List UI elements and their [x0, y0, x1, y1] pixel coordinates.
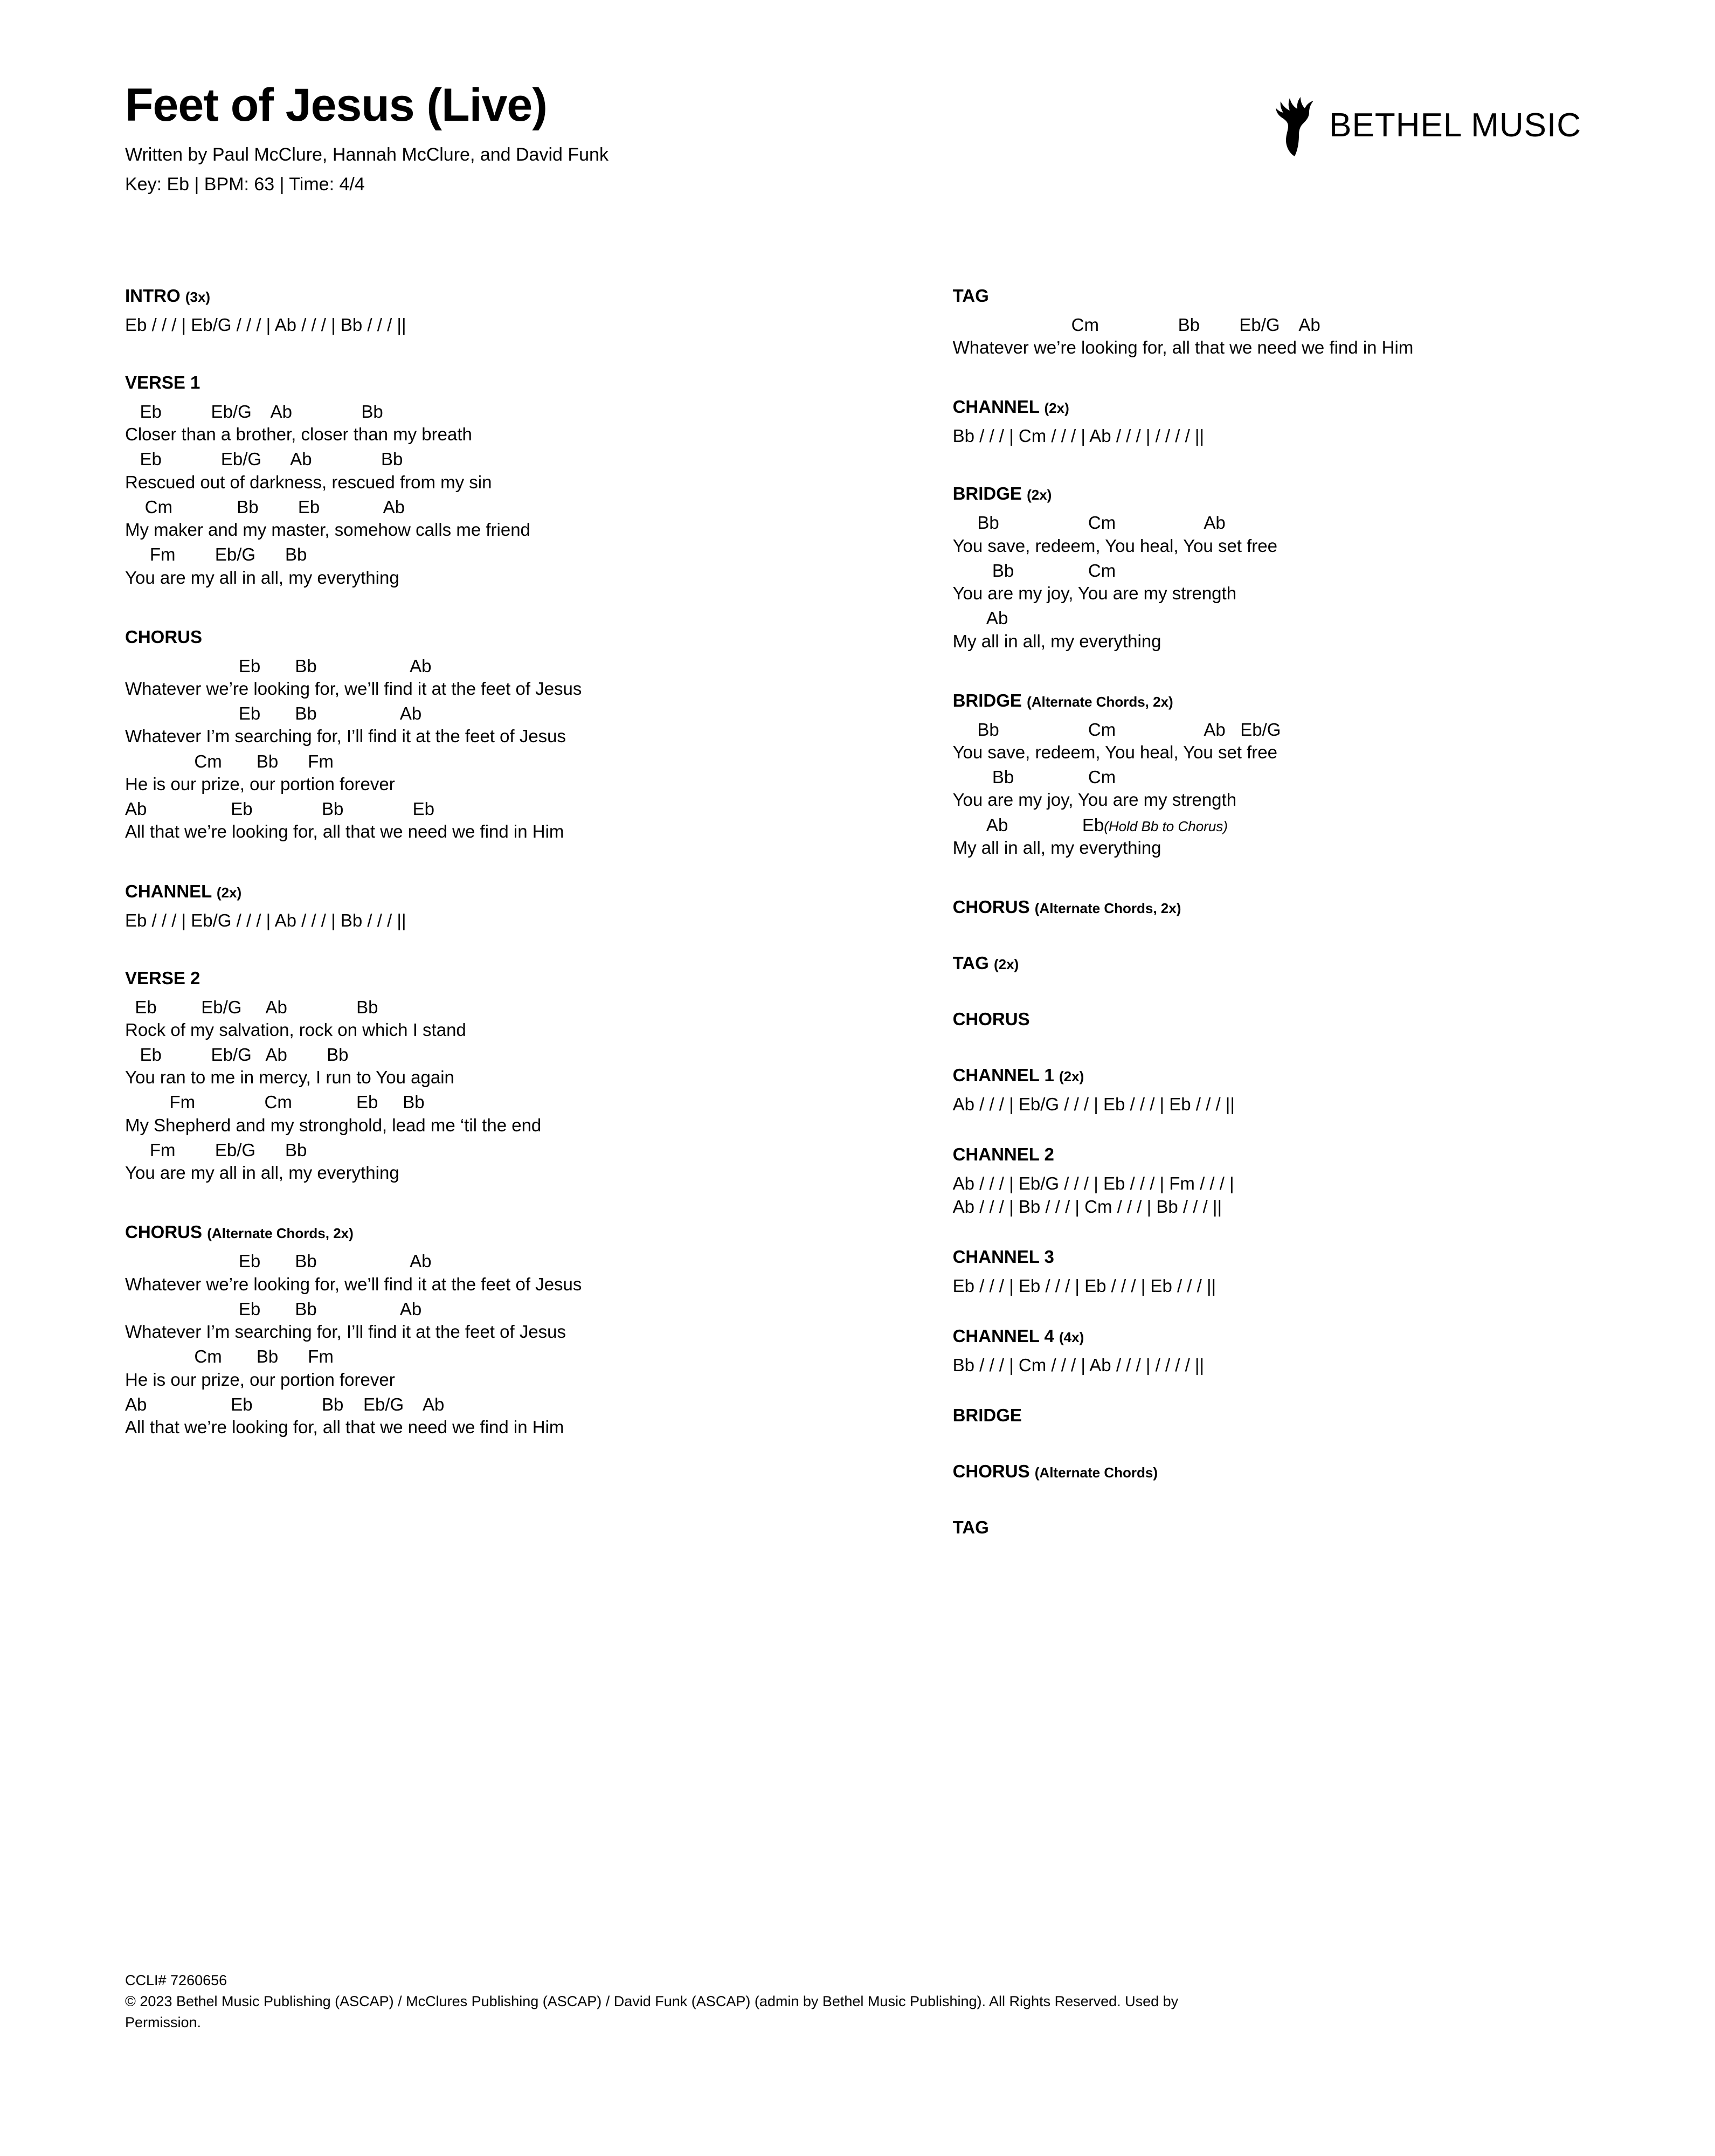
section-tag-plain: [953, 1517, 1596, 1538]
section-qualifier: (2x): [1059, 1068, 1084, 1085]
section-qualifier: (2x): [216, 884, 242, 901]
chord-line: Ab: [952, 608, 1008, 628]
section-intro: [125, 286, 856, 337]
section-qualifier: (2x): [993, 956, 1019, 973]
section-verse-2: [125, 968, 856, 1185]
copyright-line-1: © 2023 Bethel Music Publishing (ASCAP) / McClures Publishing (ASCAP) / David Funk (ASCAP) (admin by Bethel Music Publishing). All Rights Reserved. Used by: [125, 1993, 1179, 2010]
lyric-line: You ran to me in mercy, I run to You again: [125, 1067, 454, 1088]
chord-line: Fm Eb/G Bb: [125, 1139, 307, 1160]
section-chorus-plain: [953, 1009, 1596, 1029]
section-qualifier: (Alternate Chords, 2x): [1034, 900, 1181, 917]
chord-line: Eb Eb/G Ab Bb: [125, 449, 403, 469]
chord-line: Bb Cm: [952, 560, 1116, 581]
lyric-line: Whatever we’re looking for, we’ll find it at the feet of Jesus: [125, 1274, 582, 1294]
lyric-line: Rescued out of darkness, rescued from my sin: [125, 472, 492, 492]
lyric-line: My all in all, my everything: [952, 837, 1161, 858]
section-tag-2x: [953, 953, 1596, 973]
section-heading: TAG: [952, 286, 989, 306]
lyric-line: Rock of my salvation, rock on which I stand: [125, 1019, 466, 1040]
chord-progression: Eb / / / | Eb / / / | Eb / / / | Eb / / / ||: [952, 1275, 1216, 1296]
chord-line: Cm Bb Eb/G Ab: [952, 315, 1320, 335]
section-heading: CHANNEL (2x): [952, 397, 1069, 417]
section-tag: [953, 286, 1596, 359]
section-channel-2x: [953, 397, 1596, 448]
section-heading: BRIDGE (2x): [952, 483, 1052, 504]
lyric-line: He is our prize, our portion forever: [125, 1369, 395, 1390]
lyric-line: You are my joy, You are my strength: [952, 583, 1237, 604]
lyric-line: My Shepherd and my stronghold, lead me ‘til the end: [125, 1115, 542, 1135]
lyric-line: You are my all in all, my everything: [125, 567, 399, 588]
lyric-line: Whatever we’re looking for, we’ll find it at the feet of Jesus: [125, 679, 582, 699]
section-heading: CHANNEL 1 (2x): [952, 1065, 1084, 1086]
lyric-line: Whatever I’m searching for, I’ll find it at the feet of Jesus: [125, 726, 566, 747]
section-heading: CHANNEL 3: [952, 1246, 1054, 1267]
section-heading: BRIDGE (Alternate Chords, 2x): [952, 690, 1173, 710]
brand-logo: [1273, 93, 1581, 157]
section-heading: INTRO (3x): [125, 286, 211, 306]
chord-progression: Bb / / / | Cm / / / | Ab / / / | / / / / ||: [952, 426, 1205, 446]
chord-progression: Eb / / / | Eb/G / / / | Ab / / / | Bb / / / ||: [125, 910, 406, 930]
section-bridge-alternate: [953, 690, 1596, 859]
chord-line: Cm Bb Fm: [125, 751, 334, 771]
chord-line: Eb Bb Ab: [125, 655, 432, 676]
lyric-line: Closer than a brother, closer than my breath: [125, 424, 472, 445]
left-column: [125, 286, 856, 1545]
section-heading: CHORUS (Alternate Chords, 2x): [125, 1222, 354, 1242]
lyric-line: Whatever I’m searching for, I’ll find it at the feet of Jesus: [125, 1322, 566, 1342]
hold-note: (Hold Bb to Chorus): [1104, 818, 1228, 834]
chord-line: Eb Bb Ab: [125, 1298, 422, 1319]
section-channel-3: [953, 1247, 1596, 1298]
deer-head-icon: [1273, 93, 1315, 157]
chord-line: Bb Cm Ab: [952, 513, 1226, 533]
chord-line: Ab Eb Bb Eb: [125, 799, 435, 819]
chord-line: Eb Eb/G Ab Bb: [125, 1045, 349, 1065]
section-bridge: [953, 483, 1596, 652]
section-channel-2: [953, 1144, 1596, 1219]
lyric-line: You are my joy, You are my strength: [952, 790, 1237, 810]
chord-line: Eb Bb Ab: [125, 1251, 432, 1272]
chord-line: Bb Cm Ab Eb/G: [952, 719, 1281, 740]
writers-credit: Written by Paul McClure, Hannah McClure, and David Funk: [125, 144, 608, 165]
document-footer: [125, 1970, 1548, 2033]
title-block: [125, 81, 608, 198]
chart-body: [125, 286, 1596, 1545]
right-column: [953, 286, 1596, 1545]
chord-line: Cm Bb Eb Ab: [125, 496, 405, 517]
section-qualifier: (Alternate Chords, 2x): [1027, 693, 1173, 710]
section-qualifier: (Alternate Chords): [1034, 1464, 1158, 1481]
chord-line: Eb Eb/G Ab Bb: [125, 997, 378, 1017]
section-qualifier: (4x): [1059, 1329, 1084, 1345]
section-qualifier: (Alternate Chords, 2x): [207, 1225, 354, 1242]
chord-line: Bb Cm: [952, 767, 1116, 787]
chord-line: [953, 814, 1596, 837]
section-bridge-plain: [953, 1405, 1596, 1426]
section-heading: BRIDGE: [952, 1405, 1022, 1425]
chord-progression: Bb / / / | Cm / / / | Ab / / / | / / / / ||: [952, 1355, 1205, 1375]
lyric-line: He is our prize, our portion forever: [125, 773, 395, 794]
section-heading: CHANNEL 2: [952, 1144, 1054, 1165]
section-qualifier: (2x): [1027, 487, 1052, 503]
chord-line: Fm Eb/G Bb: [125, 544, 307, 565]
ccli-number: CCLI# 7260656: [125, 1972, 227, 1988]
brand-name: BETHEL MUSIC: [1329, 106, 1581, 144]
section-heading: CHORUS (Alternate Chords): [952, 1461, 1158, 1481]
lyric-line: You save, redeem, You heal, You set free: [952, 535, 1278, 556]
chord-progression: Eb / / / | Eb/G / / / | Ab / / / | Bb / / / ||: [125, 315, 406, 335]
key-bpm-time: Key: Eb | BPM: 63 | Time: 4/4: [125, 174, 365, 195]
section-channel-1: [953, 1065, 1596, 1116]
chord-line: Eb Eb/G Ab Bb: [125, 401, 383, 421]
lyric-line: You are my all in all, my everything: [125, 1163, 399, 1183]
section-heading: CHORUS: [125, 626, 203, 647]
section-chorus-alternate-2x: [953, 897, 1596, 917]
section-heading: VERSE 2: [125, 968, 200, 988]
section-qualifier: (3x): [185, 289, 211, 305]
section-heading: CHANNEL 4 (4x): [952, 1325, 1084, 1346]
lyric-line: All that we’re looking for, all that we need we find in Him: [125, 1417, 564, 1438]
chord-line: Fm Cm Eb Bb: [125, 1092, 425, 1112]
section-heading: CHORUS: [952, 1009, 1030, 1029]
chord-line: Ab Eb Bb Eb/G Ab: [125, 1394, 445, 1414]
section-heading: CHORUS (Alternate Chords, 2x): [952, 897, 1181, 917]
chord-progression: Ab / / / | Bb / / / | Cm / / / | Bb / / / ||: [952, 1196, 1222, 1217]
section-heading: TAG (2x): [952, 953, 1019, 973]
section-chorus-alternate: [125, 1222, 856, 1439]
section-channel-4: [953, 1326, 1596, 1377]
chord-progression: Ab / / / | Eb/G / / / | Eb / / / | Eb / / / ||: [952, 1094, 1235, 1115]
section-heading: TAG: [952, 1517, 989, 1537]
lyric-line: You save, redeem, You heal, You set free: [952, 742, 1278, 762]
chord-progression: Ab / / / | Eb/G / / / | Eb / / / | Fm / / / |: [952, 1173, 1234, 1194]
section-heading: VERSE 1: [125, 372, 200, 392]
lyric-line: Whatever we’re looking for, all that we need we find in Him: [952, 337, 1414, 358]
section-heading: CHANNEL (2x): [125, 881, 242, 901]
document-header: [125, 81, 1591, 198]
chord-line: Cm Bb Fm: [125, 1346, 334, 1367]
section-chorus: [125, 627, 856, 844]
section-verse-1: [125, 372, 856, 589]
section-chorus-alternate-plain: [953, 1461, 1596, 1482]
chord-line-text: Ab Eb: [952, 814, 1104, 835]
chord-line: Eb Bb Ab: [125, 703, 422, 724]
lyric-line: All that we’re looking for, all that we need we find in Him: [125, 821, 564, 842]
section-qualifier: (2x): [1044, 400, 1069, 417]
lyric-line: My all in all, my everything: [952, 631, 1161, 651]
lyric-line: My maker and my master, somehow calls me friend: [125, 520, 530, 540]
page-title: Feet of Jesus (Live): [125, 79, 547, 131]
section-channel: [125, 881, 856, 932]
copyright-line-2: Permission.: [125, 2014, 202, 2031]
